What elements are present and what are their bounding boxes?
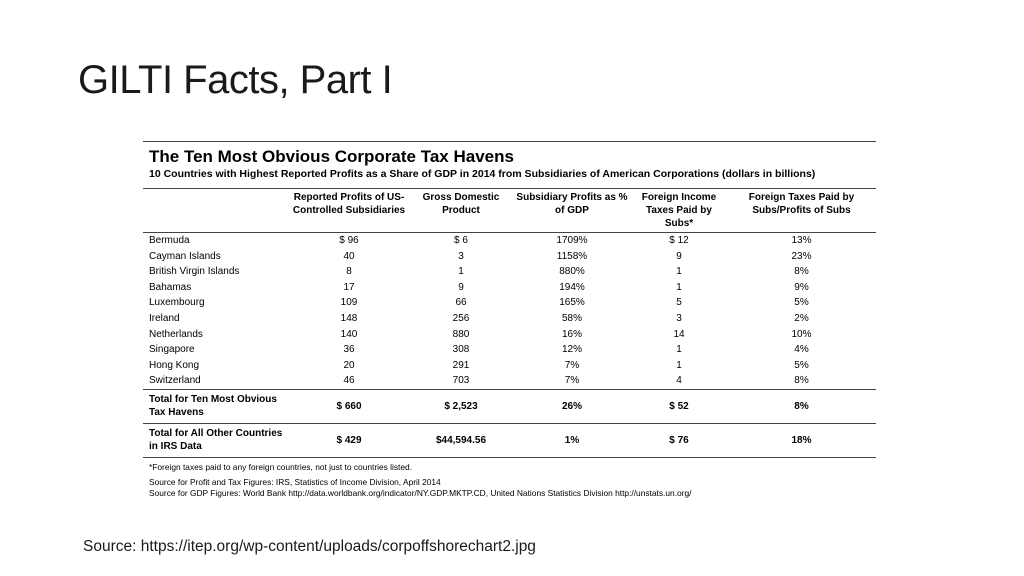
value-cell: 4% [794,344,809,356]
source-profit: Source for Profit and Tax Figures: IRS, Statistics of Income Division, April 2014 [149,476,441,487]
value-cell: 109 [340,297,358,309]
table-row [143,280,876,296]
total-value-cell: $ 52 [631,389,727,423]
value-cell: 40 [343,250,355,262]
value-cell: 1 [676,344,682,356]
value-cell: 8 [346,266,352,278]
table-row [143,295,876,311]
country-cell: Singapore [149,344,195,356]
value-cell: 291 [452,359,470,371]
value-cell: $ 6 [454,235,468,246]
source-gdp: Source for GDP Figures: World Bank http://data.worldbank.org/indicator/NY.GDP.MKTP.CD, United Nations Statistics Division http://unstats.un.org/ [149,487,692,498]
value-cell: 58% [561,312,582,324]
value-cell: 2% [794,312,809,324]
total-value-cell: 1% [513,423,631,457]
table-row [143,327,876,343]
header-cell: Reported Profits of US-Controlled Subsidiaries [289,189,409,233]
value-cell: 1 [458,266,464,278]
value-cell: 1158% [556,250,588,262]
value-cell: 194% [559,281,585,293]
value-cell: 9 [458,281,464,293]
value-cell: 16% [561,328,582,340]
table-row [143,373,876,389]
country-cell: Bahamas [149,281,192,293]
value-cell: 703 [452,375,470,387]
footnote: *Foreign taxes paid to any foreign countries, not just to countries listed. [149,461,413,472]
total-value-cell: $ 76 [631,423,727,457]
value-cell: 256 [452,312,470,324]
value-cell: 165% [559,297,585,309]
figure-title: The Ten Most Obvious Corporate Tax Havens [149,147,514,166]
value-cell: 308 [452,344,470,356]
country-cell: British Virgin Islands [149,266,240,278]
country-cell: Bermuda [149,235,190,246]
value-cell: 880 [452,328,470,340]
value-cell: $ 96 [339,235,359,246]
value-cell: 46 [343,375,355,387]
value-cell: 140 [340,328,358,340]
figure-subtitle: 10 Countries with Highest Reported Profits as a Share of GDP in 2014 from Subsidiaries of American Corporations (dollars in billions) [149,168,816,180]
total-value-cell: $ 2,523 [409,389,513,423]
value-cell: 3 [458,250,464,262]
slide-source: Source: https://itep.org/wp-content/uploads/corpoffshorechart2.jpg [83,538,536,555]
value-cell: 5 [676,297,682,309]
value-cell: 8% [794,266,809,278]
total-value-cell: $44,594.56 [409,423,513,457]
value-cell: 8% [794,375,809,387]
value-cell: 9% [794,281,809,293]
value-cell: 66 [455,297,467,309]
tax-haven-figure [143,141,876,499]
value-cell: 7% [564,359,580,371]
value-cell: 9 [676,250,682,262]
table-header-row [143,189,876,233]
slide-title: GILTI Facts, Part I [78,58,393,102]
country-cell: Luxembourg [149,297,205,309]
country-cell: Netherlands [149,328,203,340]
total-row [143,389,876,423]
value-cell: 14 [673,328,685,340]
value-cell: 148 [340,312,358,324]
total-value-cell: 18% [727,423,876,457]
table-row [143,342,876,358]
value-cell: 7% [564,375,580,387]
country-cell: Switzerland [149,375,201,387]
country-cell: Ireland [149,312,180,324]
value-cell: 4 [676,375,682,387]
value-cell: 5% [794,359,809,371]
table-row [143,264,876,280]
header-cell: Gross Domestic Product [409,189,513,233]
total-value-cell: 8% [727,389,876,423]
value-cell: 1 [676,266,682,278]
total-label-cell: Total for Ten Most Obvious Tax Havens [143,389,289,423]
total-value-cell: 26% [513,389,631,423]
value-cell: 13% [791,235,812,246]
header-cell: Subsidiary Profits as % of GDP [513,189,631,233]
value-cell: 10% [791,328,812,340]
header-cell: Foreign Taxes Paid by Subs/Profits of Subs [727,189,876,233]
value-cell: 1 [676,281,682,293]
header-cell [143,189,289,233]
value-cell: 880% [559,266,585,278]
header-cell: Foreign Income Taxes Paid by Subs* [631,189,727,233]
table-row [143,311,876,327]
value-cell: 20 [343,359,355,371]
value-cell: 1 [676,359,682,371]
figure-notes [149,462,876,499]
country-cell: Hong Kong [149,359,200,371]
total-label-cell: Total for All Other Countries in IRS Data [143,423,289,457]
total-row [143,423,876,457]
value-cell: 17 [343,281,355,293]
value-cell: 23% [791,250,812,262]
table-row [143,233,876,249]
country-cell: Cayman Islands [149,250,221,262]
value-cell: 1709% [556,235,588,246]
top-rule [143,141,876,142]
table-row [143,358,876,374]
tax-haven-table [143,188,876,458]
value-cell: 5% [794,297,809,309]
total-value-cell: $ 429 [289,423,409,457]
table-row [143,249,876,265]
value-cell: $ 12 [669,235,689,246]
total-value-cell: $ 660 [289,389,409,423]
value-cell: 36 [343,344,355,356]
value-cell: 12% [561,344,582,356]
value-cell: 3 [676,312,682,324]
